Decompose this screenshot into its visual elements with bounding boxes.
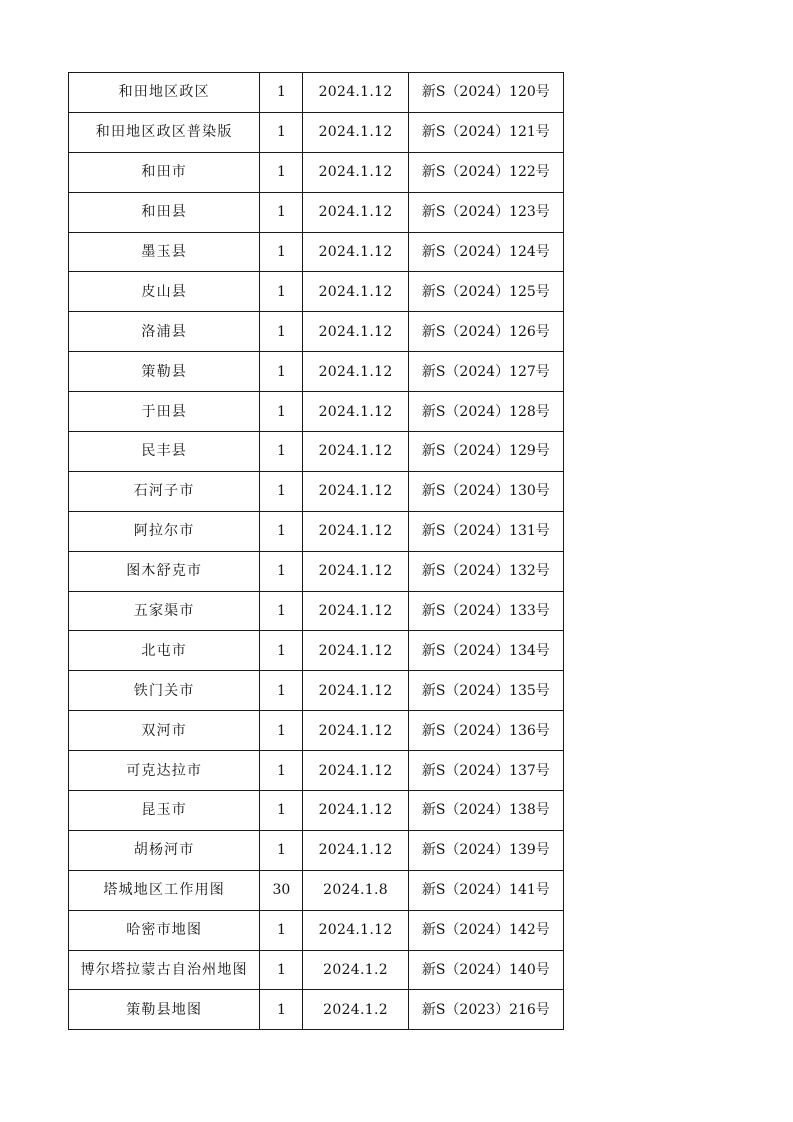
table-body <box>69 73 564 1030</box>
quantity-cell: 1 <box>260 272 303 312</box>
table-row <box>69 272 564 312</box>
quantity-cell: 1 <box>260 392 303 432</box>
approval-number-cell: 新S（2024）123号 <box>408 192 563 232</box>
approval-number-cell: 新S（2023）216号 <box>408 990 563 1030</box>
map-name-cell: 和田地区政区普染版 <box>69 112 260 152</box>
map-name-cell: 铁门关市 <box>69 671 260 711</box>
map-name-cell: 洛浦县 <box>69 312 260 352</box>
approval-date-cell: 2024.1.12 <box>303 112 408 152</box>
table-row <box>69 751 564 791</box>
approval-date-cell: 2024.1.12 <box>303 152 408 192</box>
approval-number-cell: 新S（2024）139号 <box>408 830 563 870</box>
map-name-cell: 塔城地区工作用图 <box>69 870 260 910</box>
quantity-cell: 1 <box>260 671 303 711</box>
table-row <box>69 432 564 472</box>
quantity-cell: 1 <box>260 352 303 392</box>
quantity-cell: 1 <box>260 551 303 591</box>
table-row <box>69 631 564 671</box>
approval-date-cell: 2024.1.12 <box>303 471 408 511</box>
approval-date-cell: 2024.1.12 <box>303 751 408 791</box>
approval-number-cell: 新S（2024）122号 <box>408 152 563 192</box>
approval-number-cell: 新S（2024）131号 <box>408 511 563 551</box>
approval-number-cell: 新S（2024）140号 <box>408 950 563 990</box>
approval-number-cell: 新S（2024）124号 <box>408 232 563 272</box>
table-row <box>69 471 564 511</box>
map-name-cell: 皮山县 <box>69 272 260 312</box>
quantity-cell: 1 <box>260 432 303 472</box>
approval-date-cell: 2024.1.12 <box>303 392 408 432</box>
approval-number-cell: 新S（2024）132号 <box>408 551 563 591</box>
approval-date-cell: 2024.1.2 <box>303 950 408 990</box>
quantity-cell: 30 <box>260 870 303 910</box>
approval-number-cell: 新S（2024）142号 <box>408 910 563 950</box>
table-row <box>69 551 564 591</box>
table-row <box>69 791 564 831</box>
table-row <box>69 392 564 432</box>
map-name-cell: 民丰县 <box>69 432 260 472</box>
approval-date-cell: 2024.1.12 <box>303 591 408 631</box>
map-name-cell: 博尔塔拉蒙古自治州地图 <box>69 950 260 990</box>
approval-number-cell: 新S（2024）130号 <box>408 471 563 511</box>
quantity-cell: 1 <box>260 990 303 1030</box>
quantity-cell: 1 <box>260 791 303 831</box>
table-row <box>69 711 564 751</box>
approval-number-cell: 新S（2024）133号 <box>408 591 563 631</box>
map-name-cell: 石河子市 <box>69 471 260 511</box>
table-row <box>69 73 564 113</box>
quantity-cell: 1 <box>260 511 303 551</box>
map-name-cell: 哈密市地图 <box>69 910 260 950</box>
approval-number-cell: 新S（2024）137号 <box>408 751 563 791</box>
approval-date-cell: 2024.1.12 <box>303 312 408 352</box>
approval-number-cell: 新S（2024）138号 <box>408 791 563 831</box>
approval-date-cell: 2024.1.12 <box>303 830 408 870</box>
approval-date-cell: 2024.1.12 <box>303 511 408 551</box>
table-row <box>69 192 564 232</box>
map-name-cell: 图木舒克市 <box>69 551 260 591</box>
table-row <box>69 950 564 990</box>
quantity-cell: 1 <box>260 112 303 152</box>
quantity-cell: 1 <box>260 192 303 232</box>
table-row <box>69 671 564 711</box>
quantity-cell: 1 <box>260 950 303 990</box>
quantity-cell: 1 <box>260 751 303 791</box>
approval-date-cell: 2024.1.12 <box>303 352 408 392</box>
quantity-cell: 1 <box>260 73 303 113</box>
map-name-cell: 策勒县 <box>69 352 260 392</box>
quantity-cell: 1 <box>260 830 303 870</box>
table-row <box>69 990 564 1030</box>
approval-date-cell: 2024.1.12 <box>303 73 408 113</box>
approval-number-cell: 新S（2024）135号 <box>408 671 563 711</box>
approval-date-cell: 2024.1.12 <box>303 432 408 472</box>
map-name-cell: 于田县 <box>69 392 260 432</box>
approval-date-cell: 2024.1.12 <box>303 631 408 671</box>
approval-number-cell: 新S（2024）141号 <box>408 870 563 910</box>
map-name-cell: 五家渠市 <box>69 591 260 631</box>
approval-date-cell: 2024.1.12 <box>303 791 408 831</box>
map-name-cell: 和田县 <box>69 192 260 232</box>
approval-number-cell: 新S（2024）120号 <box>408 73 563 113</box>
map-name-cell: 胡杨河市 <box>69 830 260 870</box>
map-name-cell: 和田地区政区 <box>69 73 260 113</box>
quantity-cell: 1 <box>260 711 303 751</box>
map-name-cell: 昆玉市 <box>69 791 260 831</box>
table-row <box>69 910 564 950</box>
approval-date-cell: 2024.1.12 <box>303 272 408 312</box>
table-row <box>69 352 564 392</box>
map-approval-table <box>68 72 564 1030</box>
map-name-cell: 双河市 <box>69 711 260 751</box>
map-name-cell: 可克达拉市 <box>69 751 260 791</box>
map-name-cell: 阿拉尔市 <box>69 511 260 551</box>
map-approval-table-page <box>68 72 564 1030</box>
approval-date-cell: 2024.1.12 <box>303 910 408 950</box>
approval-number-cell: 新S（2024）121号 <box>408 112 563 152</box>
quantity-cell: 1 <box>260 232 303 272</box>
table-row <box>69 112 564 152</box>
map-name-cell: 北屯市 <box>69 631 260 671</box>
approval-date-cell: 2024.1.12 <box>303 671 408 711</box>
approval-number-cell: 新S（2024）134号 <box>408 631 563 671</box>
approval-date-cell: 2024.1.2 <box>303 990 408 1030</box>
approval-number-cell: 新S（2024）125号 <box>408 272 563 312</box>
quantity-cell: 1 <box>260 152 303 192</box>
approval-date-cell: 2024.1.12 <box>303 711 408 751</box>
quantity-cell: 1 <box>260 312 303 352</box>
approval-number-cell: 新S（2024）126号 <box>408 312 563 352</box>
quantity-cell: 1 <box>260 910 303 950</box>
table-row <box>69 830 564 870</box>
quantity-cell: 1 <box>260 631 303 671</box>
table-row <box>69 312 564 352</box>
map-name-cell: 策勒县地图 <box>69 990 260 1030</box>
approval-number-cell: 新S（2024）127号 <box>408 352 563 392</box>
map-name-cell: 墨玉县 <box>69 232 260 272</box>
approval-number-cell: 新S（2024）136号 <box>408 711 563 751</box>
table-row <box>69 152 564 192</box>
approval-date-cell: 2024.1.12 <box>303 192 408 232</box>
approval-number-cell: 新S（2024）128号 <box>408 392 563 432</box>
table-row <box>69 232 564 272</box>
table-row <box>69 511 564 551</box>
table-row <box>69 591 564 631</box>
map-name-cell: 和田市 <box>69 152 260 192</box>
approval-date-cell: 2024.1.12 <box>303 232 408 272</box>
quantity-cell: 1 <box>260 471 303 511</box>
table-row <box>69 870 564 910</box>
quantity-cell: 1 <box>260 591 303 631</box>
approval-number-cell: 新S（2024）129号 <box>408 432 563 472</box>
approval-date-cell: 2024.1.8 <box>303 870 408 910</box>
approval-date-cell: 2024.1.12 <box>303 551 408 591</box>
